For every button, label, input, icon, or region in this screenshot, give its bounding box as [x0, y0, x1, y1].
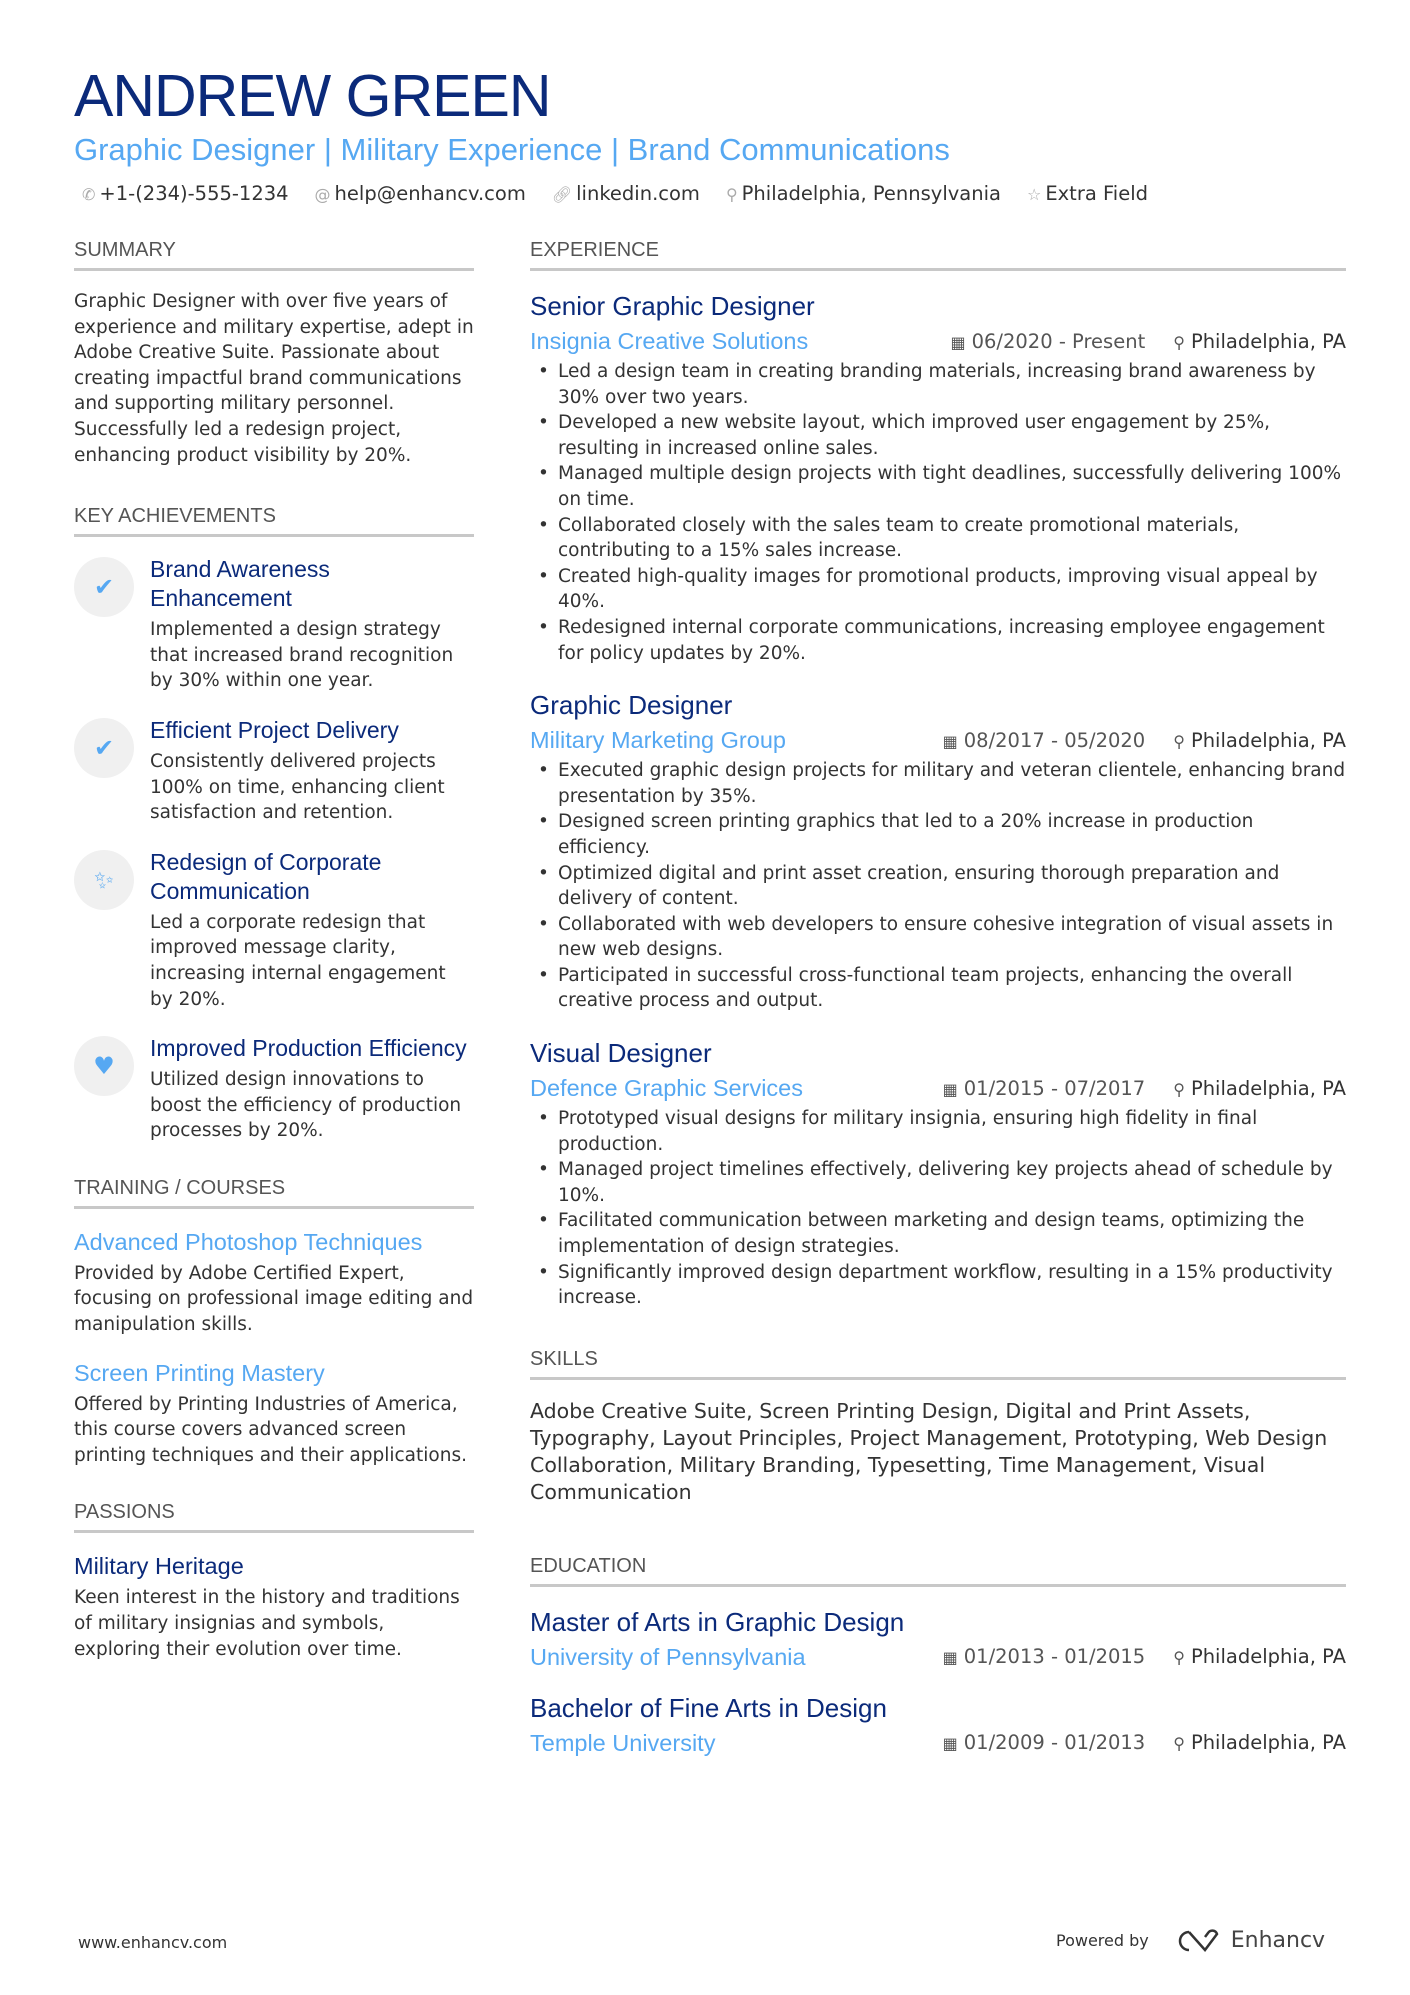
summary-section [74, 236, 474, 468]
school: University of Pennsylvania [530, 1643, 806, 1670]
right-column [530, 236, 1346, 1777]
job-bullet: • Significantly improved design department workflow, resulting in a 15% productivity increase. [530, 1260, 1346, 1311]
job-bullet: • Collaborated closely with the sales team to create promotional materials, contributing to a 15% sales increase. [530, 513, 1346, 564]
skills-text: Adobe Creative Suite, Screen Printing Design, Digital and Print Assets, Typography, Layout Principles, Project Management, Prototyping, Web Design Collaboration, Military Branding, Typesetting, Time Management, Visual Communication [530, 1398, 1328, 1504]
contact-item[interactable]: ⚲ Philadelphia, Pennsylvania [725, 182, 1001, 205]
achievement-item [74, 1034, 474, 1144]
achievement-title: Redesign of Corporate Communication [150, 848, 382, 904]
achievement-text: Consistently delivered projects 100% on time, enhancing client satisfaction and retention. [150, 750, 445, 824]
phone-icon: ✆ [82, 185, 96, 204]
location-icon: ⚲ [1173, 1648, 1185, 1668]
contact-item[interactable]: ✆ +1-(234)-555-1234 [82, 182, 289, 205]
job-bullet: • Designed screen printing graphics that led to a 20% increase in production efficiency. [530, 809, 1346, 860]
magic-wand-icon: ✨︎ [74, 850, 134, 910]
job-bullet: • Redesigned internal corporate communications, increasing employee engagement for policy updates by 20%. [530, 615, 1346, 666]
education-entry [530, 1691, 1346, 1759]
job-bullets [530, 1106, 1346, 1311]
course-item [74, 1227, 474, 1338]
calendar-icon: ▦ [942, 1734, 958, 1754]
education-section [530, 1552, 1346, 1759]
passions-section [74, 1498, 474, 1662]
achievement-title: Efficient Project Delivery [150, 716, 399, 743]
course-item [74, 1358, 474, 1469]
footer-brand [1056, 1928, 1325, 1953]
calendar-icon: ▦ [942, 1648, 958, 1668]
heart-icon: ♥ [74, 1036, 134, 1096]
passion-text: Keen interest in the history and traditions of military insignias and symbols, exploring their evolution over time. [74, 1587, 460, 1660]
location-icon: ⚲ [1173, 332, 1185, 352]
enhancv-brand: Enhancv [1230, 1928, 1326, 1953]
job-bullet: • Facilitated communication between marketing and design teams, optimizing the implementation of design strategies. [530, 1208, 1346, 1259]
achievements-section [74, 502, 474, 1144]
section-title: KEY ACHIEVEMENTS [74, 502, 474, 537]
section-title: PASSIONS [74, 1498, 474, 1533]
job-meta [950, 330, 1346, 353]
location: Philadelphia, PA [1190, 728, 1346, 752]
achievement-title: Improved Production Efficiency [150, 1035, 467, 1062]
star-icon: ☆ [1026, 185, 1042, 204]
achievement-title: Brand Awareness Enhancement [150, 556, 330, 612]
location-icon: ⚲ [1173, 1734, 1185, 1754]
contact-list [74, 182, 1350, 205]
achievement-text: Led a corporate redesign that improved message clarity, increasing internal engagement by 20%. [150, 911, 446, 1010]
job-bullet: • Prototyped visual designs for military insignia, ensuring high fidelity in final production. [530, 1106, 1346, 1157]
dates: 06/2020 - Present [971, 329, 1146, 353]
company: Insignia Creative Solutions [530, 328, 809, 354]
job-bullet: • Developed a new website layout, which improved user engagement by 25%, resulting in increased online sales. [530, 410, 1346, 461]
skills-section [530, 1345, 1346, 1506]
footer-url[interactable]: www.enhancv.com [78, 1933, 228, 1952]
location: Philadelphia, PA [1190, 1645, 1346, 1669]
achievement-item [74, 716, 474, 826]
degree: Bachelor of Fine Arts in Design [530, 1692, 887, 1723]
location-icon: ⚲ [1173, 731, 1185, 751]
course-text: Offered by Printing Industries of America, this course covers advanced screen printing techniques and their applications. [74, 1393, 467, 1466]
job-bullet: • Created high-quality images for promotional products, improving visual appeal by 40%. [530, 564, 1346, 615]
section-title: TRAINING / COURSES [74, 1174, 474, 1209]
company: Defence Graphic Services [530, 1075, 803, 1102]
section-title: SKILLS [530, 1345, 1346, 1380]
job-bullet: • Led a design team in creating branding materials, increasing brand awareness by 30% over two years. [530, 359, 1346, 410]
headline: Graphic Designer | Military Experience | Brand Communications [74, 132, 950, 167]
section-title: SUMMARY [74, 236, 474, 271]
job-title: Visual Designer [530, 1038, 712, 1069]
course-title: Advanced Photoshop Techniques [74, 1228, 423, 1255]
contact-item[interactable]: @ help@enhancv.com [314, 182, 526, 205]
header [74, 62, 1350, 205]
passion-title: Military Heritage [74, 1553, 244, 1580]
powered-by: Powered by [1056, 1931, 1149, 1950]
school: Temple University [530, 1729, 716, 1756]
achievement-text: Utilized design innovations to boost the efficiency of production processes by 20%. [150, 1069, 462, 1142]
section-title: EDUCATION [530, 1552, 1346, 1587]
calendar-icon: ▦ [950, 332, 966, 352]
calendar-icon: ▦ [942, 1079, 958, 1099]
company: Military Marketing Group [530, 727, 786, 754]
location-icon: ⚲ [725, 185, 738, 204]
job-meta [943, 1731, 1346, 1754]
job-bullet: • Optimized digital and print asset creation, ensuring thorough preparation and delivery of content. [530, 861, 1346, 912]
at-icon: @ [314, 185, 331, 204]
dates: 01/2013 - 01/2015 [963, 1645, 1146, 1669]
location: Philadelphia, PA [1190, 1731, 1346, 1755]
dates: 08/2017 - 05/2020 [963, 728, 1146, 752]
contact-item[interactable]: 🔗︎ linkedin.com [551, 182, 700, 205]
degree: Master of Arts in Graphic Design [530, 1606, 905, 1637]
location: Philadelphia, PA [1190, 1076, 1346, 1100]
section-title: EXPERIENCE [530, 236, 1346, 271]
job-title: Senior Graphic Designer [530, 291, 815, 321]
calendar-icon: ▦ [942, 731, 958, 751]
achievement-item [74, 555, 474, 694]
experience-section [530, 236, 1346, 1311]
job-entry [530, 289, 1346, 666]
check-icon: ✔ [74, 718, 134, 778]
left-column [74, 236, 474, 1662]
job-bullet: • Collaborated with web developers to ensure cohesive integration of visual assets in new web designs. [530, 912, 1346, 963]
link-icon: 🔗︎ [551, 185, 573, 204]
job-meta [943, 729, 1346, 752]
dates: 01/2015 - 07/2017 [963, 1076, 1146, 1100]
training-section [74, 1174, 474, 1469]
job-bullet: • Executed graphic design projects for military and veteran clientele, enhancing brand presentation by 35%. [530, 758, 1346, 809]
dates: 01/2009 - 01/2013 [963, 1731, 1146, 1755]
job-meta [943, 1077, 1346, 1100]
achievement-text: Implemented a design strategy that increased brand recognition by 30% within one year. [150, 619, 454, 692]
candidate-name: ANDREW GREEN [74, 63, 551, 129]
summary-text: Graphic Designer with over five years of experience and military expertise, adept in Adobe Creative Suite. Passionate about creating impactful brand communications and supporting military personnel. Successfully led a redesign project, enhancing product visibility by 20%. [74, 291, 474, 466]
location-icon: ⚲ [1173, 1079, 1185, 1099]
job-bullet: • Managed multiple design projects with tight deadlines, successfully delivering 100% on time. [530, 461, 1346, 512]
education-entry [530, 1605, 1346, 1673]
job-entry [530, 688, 1346, 1014]
enhancv-logo-icon [1175, 1929, 1221, 1953]
achievement-item [74, 848, 474, 1012]
job-bullet: • Managed project timelines effectively, delivering key projects ahead of schedule by 10%. [530, 1157, 1346, 1208]
passion-item [74, 1551, 474, 1662]
contact-item[interactable]: ☆ Extra Field [1026, 182, 1148, 205]
job-bullet: • Participated in successful cross-functional team projects, enhancing the overall creative process and output. [530, 963, 1346, 1014]
job-entry [530, 1036, 1346, 1311]
job-bullets [530, 758, 1346, 1014]
course-title: Screen Printing Mastery [74, 1359, 325, 1386]
check-icon: ✔ [74, 557, 134, 617]
job-meta [943, 1645, 1346, 1668]
job-bullets [530, 359, 1346, 666]
location: Philadelphia, PA [1190, 329, 1346, 353]
job-title: Graphic Designer [530, 690, 733, 721]
course-text: Provided by Adobe Certified Expert, focusing on professional image editing and manipulation skills. [74, 1262, 474, 1336]
